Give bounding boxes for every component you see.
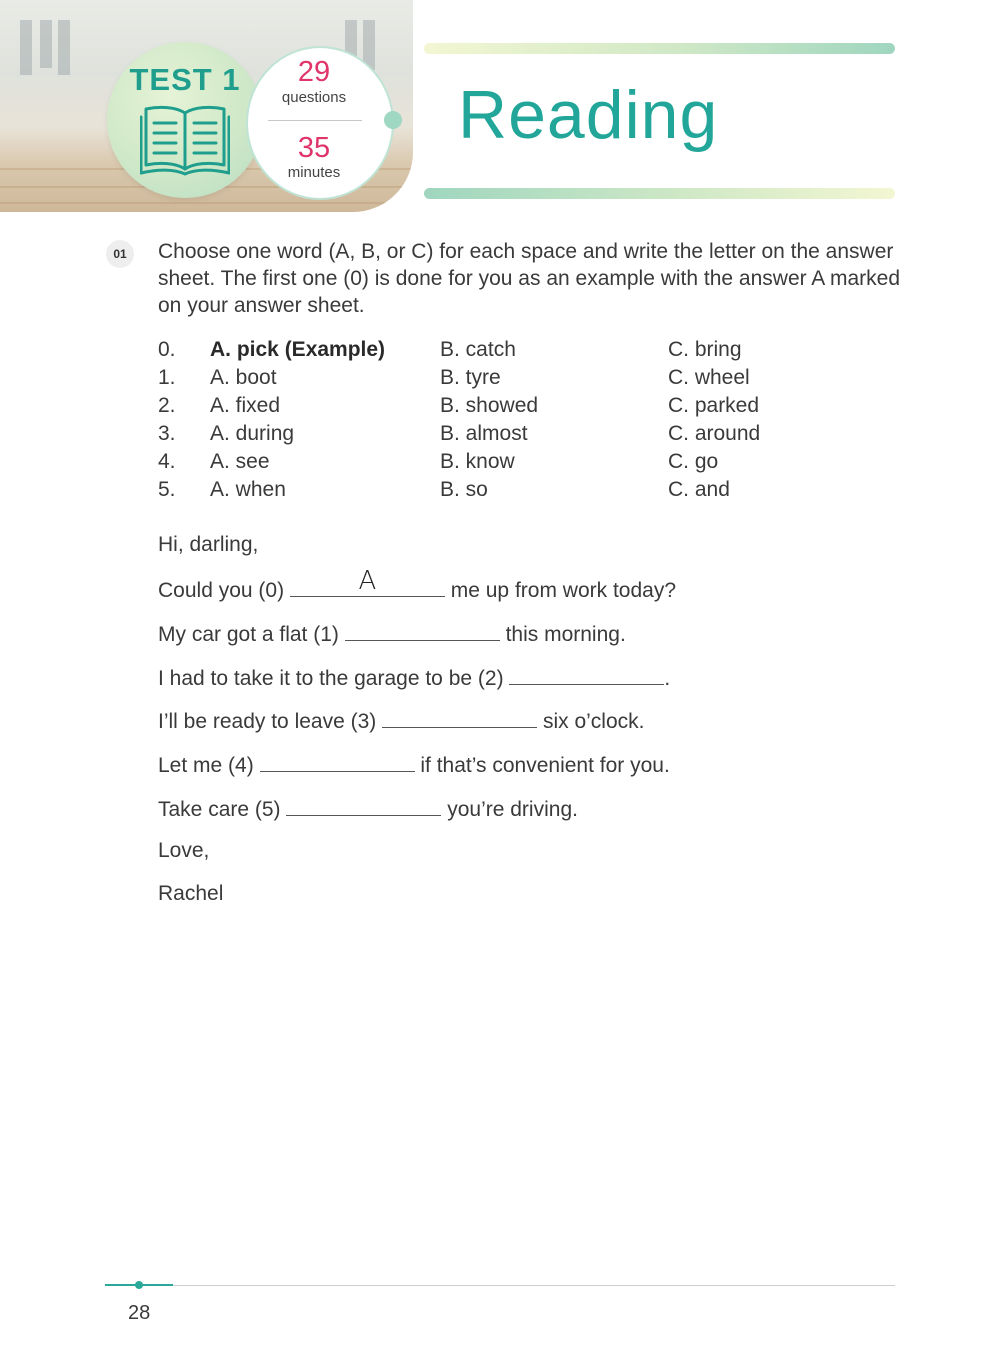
minutes-count: 35 <box>297 132 331 164</box>
letter-signature: Rachel <box>158 882 224 905</box>
section-title: Reading <box>458 77 719 153</box>
line-text-after: me up from work today? <box>444 579 676 602</box>
option-c: C. go <box>668 450 719 473</box>
badge-divider <box>268 120 362 121</box>
option-a: A. when <box>210 478 286 501</box>
option-number: 2. <box>158 394 176 417</box>
letter-line-0 <box>158 566 858 606</box>
shelf-book <box>40 20 52 68</box>
questions-count: 29 <box>297 56 331 88</box>
letter-closing: Love, <box>158 839 210 862</box>
option-b: B. showed <box>440 394 539 417</box>
test-label: TEST 1 <box>129 62 241 97</box>
option-b: B. know <box>440 450 515 473</box>
option-number: 5. <box>158 478 176 501</box>
option-number: 1. <box>158 366 176 389</box>
option-row <box>158 448 858 476</box>
option-c: C. around <box>668 422 761 445</box>
answer-blank-2[interactable] <box>509 662 664 685</box>
title-bar-bottom <box>424 188 895 199</box>
answer-blank-5[interactable] <box>286 793 441 816</box>
line-text-after: if that’s convenient for you. <box>414 754 670 777</box>
options-table <box>158 336 858 504</box>
badge-dot <box>384 111 402 129</box>
letter-line-4 <box>158 749 858 781</box>
answer-blank-4[interactable] <box>260 749 415 772</box>
line-text-after: . <box>664 667 671 690</box>
option-row <box>158 476 858 504</box>
option-number: 3. <box>158 422 176 445</box>
example-answer: A <box>358 566 377 596</box>
option-number: 4. <box>158 450 176 473</box>
question-number-badge: 01 <box>106 240 134 268</box>
line-text-before: Could you (0) <box>158 579 290 602</box>
minutes-label: minutes <box>287 164 341 181</box>
footer-rule <box>105 1285 895 1286</box>
option-a: A. boot <box>210 366 277 389</box>
page-number: 28 <box>128 1302 151 1324</box>
option-row <box>158 392 858 420</box>
question-instructions: Choose one word (A, B, or C) for each space and write the letter on the answer sheet. The first one (0) is done for you as an example with the answer A marked on your answer sheet. <box>158 240 901 317</box>
shelf-book <box>58 20 70 75</box>
table-plank <box>0 202 413 204</box>
shelf-book <box>20 20 32 75</box>
option-c: C. parked <box>668 394 760 417</box>
option-b: B. tyre <box>440 366 501 389</box>
option-c: C. bring <box>668 338 742 361</box>
option-b: B. so <box>440 478 488 501</box>
option-a: A. pick (Example) <box>210 338 386 361</box>
option-a: A. see <box>210 450 270 473</box>
line-text-before: I had to take it to the garage to be (2) <box>158 667 510 690</box>
option-number: 0. <box>158 338 176 361</box>
title-bar-top <box>424 43 895 54</box>
option-b: B. catch <box>440 338 516 361</box>
questions-label: questions <box>281 89 347 106</box>
option-row <box>158 420 858 448</box>
letter-greeting: Hi, darling, <box>158 533 259 556</box>
line-text-before: I’ll be ready to leave (3) <box>158 710 383 733</box>
letter-line-2 <box>158 662 858 694</box>
line-text-before: Take care (5) <box>158 798 287 821</box>
option-row <box>158 364 858 392</box>
footer-dot <box>135 1281 143 1289</box>
line-text-before: Let me (4) <box>158 754 260 777</box>
answer-blank-3[interactable] <box>382 705 537 728</box>
option-a: A. during <box>210 422 295 445</box>
option-c: C. and <box>668 478 730 501</box>
option-a: A. fixed <box>210 394 281 417</box>
line-text-after: six o’clock. <box>537 710 645 733</box>
letter-line-5 <box>158 793 858 825</box>
open-book-icon <box>140 103 230 177</box>
line-text-after: this morning. <box>499 623 626 646</box>
answer-blank-1[interactable] <box>345 618 500 641</box>
line-text-before: My car got a flat (1) <box>158 623 345 646</box>
letter-line-3 <box>158 705 858 737</box>
line-text-after: you’re driving. <box>441 798 578 821</box>
option-c: C. wheel <box>668 366 750 389</box>
answer-blank-0[interactable] <box>290 566 445 597</box>
letter-line-1 <box>158 618 858 650</box>
option-b: B. almost <box>440 422 528 445</box>
option-row <box>158 336 858 364</box>
